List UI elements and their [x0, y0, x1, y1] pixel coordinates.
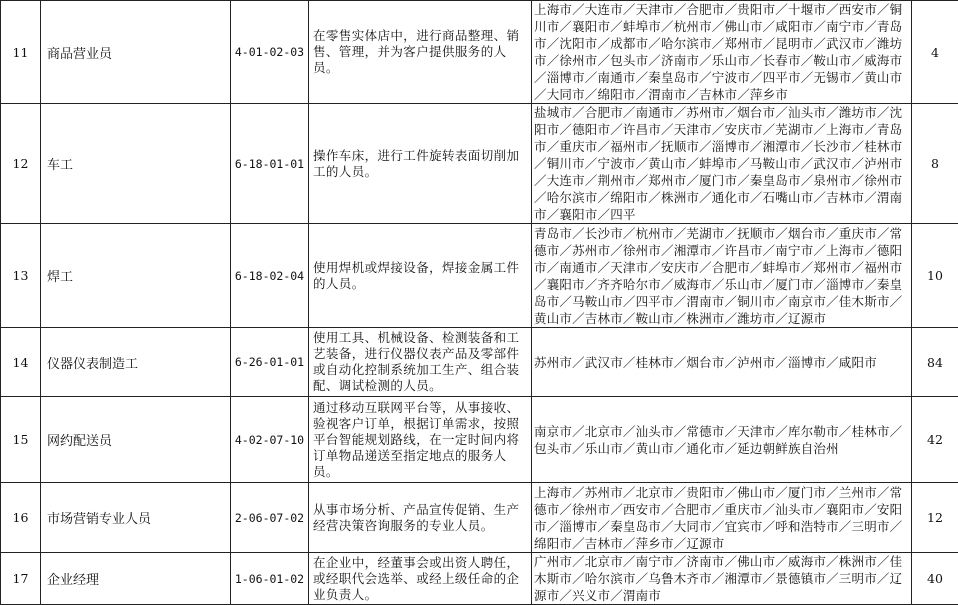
table-row [1, 397, 958, 483]
occupation-title: 企业经理 [41, 553, 231, 605]
occupation-title: 市场营销专业人员 [41, 483, 231, 553]
occupation-description: 从事市场分析、产品宣传促销、生产经营决策咨询服务的专业人员。 [309, 483, 532, 553]
row-number: 14 [1, 328, 41, 397]
city-list: 青岛市／长沙市／杭州市／芜湖市／抚顺市／烟台市／重庆市／常德市／苏州市／徐州市／湘潭市／许昌市／南宁市／上海市／德阳市／南通市／天津市／安庆市／合肥市／蚌埠市／郑州市／福州市／襄阳市／齐齐哈尔市／威海市／乐山市／厦门市／淄博市／秦皇岛市／马鞍山市／四平市／渭南市／铜川市／南京市／佳木斯市／黄山市／吉林市／鞍山市／株洲市／潍坊市／辽源市 [532, 224, 912, 328]
city-list: 广州市／北京市／南宁市／济南市／佛山市／威海市／株洲市／佳木斯市／哈尔滨市／乌鲁木齐市／湘潭市／景德镇市／三明市／辽源市／兴义市／渭南市 [532, 553, 912, 605]
row-number: 13 [1, 224, 41, 328]
city-list: 苏州市／武汉市／桂林市／烟台市／泸州市／淄博市／咸阳市 [532, 328, 912, 397]
row-number: 16 [1, 483, 41, 553]
occupation-code: 4-02-07-10 [231, 397, 309, 483]
occupation-code: 6-18-01-01 [231, 104, 309, 224]
city-list: 盐城市／合肥市／南通市／苏州市／烟台市／汕头市／潍坊市／沈阳市／德阳市／许昌市／天津市／安庆市／芜湖市／上海市／青岛市／重庆市／福州市／抚顺市／淄博市／湘潭市／长沙市／桂林市／铜川市／宁波市／黄山市／蚌埠市／马鞍山市／武汉市／泸州市／大连市／荆州市／郑州市／厦门市／秦皇岛市／泉州市／徐州市／哈尔滨市／绵阳市／株洲市／通化市／石嘴山市／吉林市／渭南市／襄阳市／四平 [532, 104, 912, 224]
occupation-code: 6-18-02-04 [231, 224, 309, 328]
occupation-description: 在企业中，经董事会或出资人聘任，或经职代会选举、或经上级任命的企业负责人。 [309, 553, 532, 605]
table-row [1, 104, 958, 224]
occupation-title: 焊工 [41, 224, 231, 328]
occupation-code: 4-01-02-03 [231, 1, 309, 104]
row-number: 11 [1, 1, 41, 104]
occupation-description: 使用焊机或焊接设备，焊接金属工件的人员。 [309, 224, 532, 328]
table-row [1, 328, 958, 397]
occupation-title: 仪器仪表制造工 [41, 328, 231, 397]
count-value: 8 [912, 104, 958, 224]
count-value: 42 [912, 397, 958, 483]
occupation-code: 1-06-01-02 [231, 553, 309, 605]
row-number: 17 [1, 553, 41, 605]
count-value: 10 [912, 224, 958, 328]
table-row [1, 224, 958, 328]
occupation-title: 商品营业员 [41, 1, 231, 104]
count-value: 84 [912, 328, 958, 397]
occupation-title: 网约配送员 [41, 397, 231, 483]
count-value: 40 [912, 553, 958, 605]
city-list: 南京市／北京市／汕头市／常德市／天津市／库尔勒市／桂林市／包头市／乐山市／黄山市／通化市／延边朝鲜族自治州 [532, 397, 912, 483]
count-value: 12 [912, 483, 958, 553]
occupation-code: 6-26-01-01 [231, 328, 309, 397]
count-value: 4 [912, 1, 958, 104]
occupation-description: 使用工具、机械设备、检测装备和工艺装备，进行仪器仪表产品及零部件或自动化控制系统加工生产、组合装配、调试检测的人员。 [309, 328, 532, 397]
occupation-description: 通过移动互联网平台等，从事接收、验视客户订单，根据订单需求，按照平台智能规划路线，在一定时间内将订单物品递送至指定地点的服务人员。 [309, 397, 532, 483]
occupation-title: 车工 [41, 104, 231, 224]
city-list: 上海市／苏州市／北京市／贵阳市／佛山市／厦门市／兰州市／常德市／徐州市／西安市／合肥市／重庆市／汕头市／襄阳市／安阳市／淄博市／秦皇岛市／大同市／宜宾市／呼和浩特市／三明市／绵阳市／吉林市／萍乡市／辽源市 [532, 483, 912, 553]
table-row [1, 483, 958, 553]
row-number: 15 [1, 397, 41, 483]
occupation-description: 在零售实体店中，进行商品整理、销售、管理，并为客户提供服务的人员。 [309, 1, 532, 104]
city-list: 上海市／大连市／天津市／合肥市／贵阳市／十堰市／西安市／铜川市／襄阳市／蚌埠市／杭州市／佛山市／咸阳市／南宁市／青岛市／沈阳市／成都市／哈尔滨市／郑州市／昆明市／武汉市／潍坊市／徐州市／包头市／济南市／乐山市／长春市／鞍山市／威海市／淄博市／南通市／秦皇岛市／宁波市／四平市／无锡市／黄山市／大同市／绵阳市／渭南市／吉林市／萍乡市 [532, 1, 912, 104]
occupation-description: 操作车床，进行工件旋转表面切削加工的人员。 [309, 104, 532, 224]
row-number: 12 [1, 104, 41, 224]
table-row [1, 1, 958, 104]
occupation-code: 2-06-07-02 [231, 483, 309, 553]
table-row [1, 553, 958, 605]
